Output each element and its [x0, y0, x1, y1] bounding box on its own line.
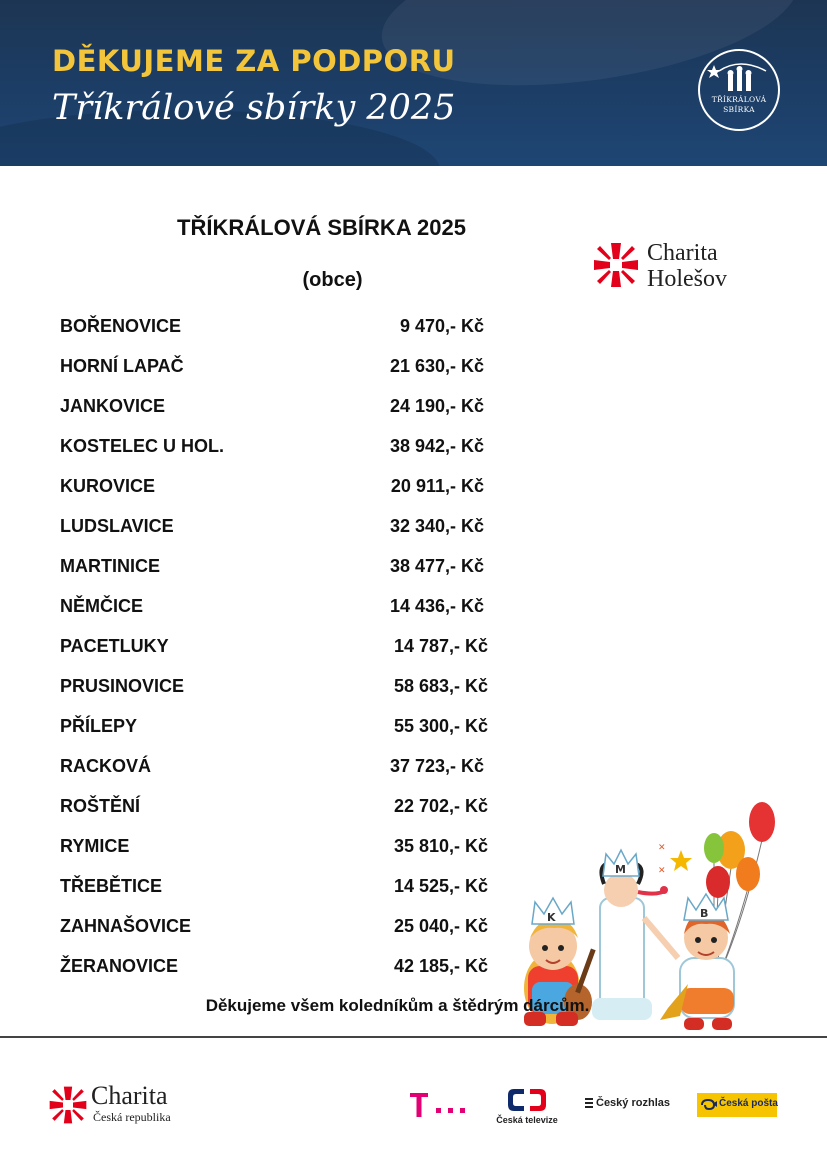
charita-name: Charita: [91, 1081, 168, 1110]
cp-label: Česká pošta: [719, 1098, 778, 1109]
amount: 32 340,- Kč: [389, 516, 484, 536]
list-item: [0, 676, 520, 702]
posthorn-icon: [700, 1098, 718, 1112]
village-name: MARTINICE: [60, 556, 160, 576]
village-name: ŽERANOVICE: [60, 956, 179, 976]
amount: 24 190,- Kč: [389, 396, 484, 416]
amount: 14 525,- Kč: [393, 876, 488, 896]
telekom-logo-icon: [406, 1090, 470, 1120]
village-name: JANKOVICE: [60, 396, 166, 416]
list-item: [0, 716, 520, 742]
list-item: [0, 756, 520, 782]
list-item: [0, 436, 520, 462]
banner-subtitle: Tříkrálové sbírky 2025: [52, 88, 456, 128]
thank-you-message: [0, 996, 827, 1016]
list-item: [0, 876, 520, 902]
village-name: TŘEBĚTICE: [60, 876, 163, 896]
charita-name: Charita: [647, 240, 718, 266]
list-item: [0, 556, 520, 582]
list-item: [0, 636, 520, 662]
village-name: ZAHNAŠOVICE: [60, 916, 192, 936]
list-item: [0, 956, 520, 982]
list-item: [0, 516, 520, 542]
village-name: PACETLUKY: [60, 636, 169, 656]
cr-label: Český rozhlas: [596, 1097, 670, 1109]
banner-title: DĚKUJEME ZA PODPORU: [52, 44, 456, 78]
village-name: ROŠTĚNÍ: [60, 796, 141, 816]
village-name: LUDSLAVICE: [60, 516, 174, 536]
amount: 37 723,- Kč: [389, 756, 484, 776]
ceska-posta-logo: [697, 1093, 777, 1117]
village-name: HORNÍ LAPAČ: [60, 356, 184, 376]
amount: 14 436,- Kč: [389, 596, 484, 616]
list-item: [0, 316, 520, 342]
amount: 9 470,- Kč: [399, 316, 484, 336]
thank-you-text: Děkujeme všem koledníkům a štědrým dárcům.: [205, 996, 590, 1015]
document-subtitle: (obce): [302, 269, 363, 291]
charita-location: Holešov: [647, 266, 727, 292]
list-item: [0, 396, 520, 422]
svg-text:✕: ✕: [658, 843, 666, 853]
svg-text:✕: ✕: [658, 866, 666, 876]
crown-letter: M: [615, 863, 626, 876]
amount: 38 477,- Kč: [389, 556, 484, 576]
amount: 38 942,- Kč: [389, 436, 484, 456]
village-name: PŘÍLEPY: [60, 716, 138, 736]
village-name: NĚMČICE: [60, 596, 144, 616]
cr-logo-icon: [584, 1097, 594, 1111]
list-item: [0, 476, 520, 502]
ceska-televize-logo: [494, 1086, 560, 1128]
list-item: [0, 836, 520, 862]
document-title: TŘÍKRÁLOVÁ SBÍRKA 2025: [177, 215, 466, 240]
crown-letter: B: [700, 907, 709, 920]
amount: 58 683,- Kč: [393, 676, 488, 696]
charita-cr-logo: [48, 1083, 218, 1127]
village-name: BOŘENOVICE: [60, 316, 182, 336]
ct-logo-icon: [494, 1086, 560, 1114]
list-item: [0, 916, 520, 942]
crown-letter: K: [547, 911, 556, 924]
trikralova-sbirka-logo: [698, 49, 780, 131]
three-kings-icon: [700, 51, 778, 129]
amount: 35 810,- Kč: [393, 836, 488, 856]
amount: 22 702,- Kč: [393, 796, 488, 816]
village-name: KOSTELEC U HOL.: [60, 436, 225, 456]
village-name: KUROVICE: [60, 476, 156, 496]
footer-divider: [0, 1036, 827, 1038]
header-banner: [0, 0, 827, 166]
village-name: PRUSINOVICE: [60, 676, 185, 696]
village-name: RYMICE: [60, 836, 130, 856]
village-name: RACKOVÁ: [60, 756, 152, 776]
list-item: [0, 596, 520, 622]
amount: 20 911,- Kč: [390, 476, 484, 496]
charita-cross-icon: [592, 241, 640, 289]
amount: 55 300,- Kč: [393, 716, 488, 736]
charita-holesov-logo: [592, 238, 752, 294]
amount: 21 630,- Kč: [389, 356, 484, 376]
list-item: [0, 796, 520, 822]
charita-country: Česká republika: [93, 1110, 171, 1124]
charita-cross-icon: [48, 1085, 88, 1125]
ct-label: Česká televize: [496, 1115, 558, 1125]
list-item: [0, 356, 520, 382]
amount: 14 787,- Kč: [393, 636, 488, 656]
logo-text: SBÍRKA: [723, 105, 755, 114]
logo-text: TŘÍKRÁLOVÁ: [711, 95, 767, 104]
amount: 42 185,- Kč: [393, 956, 488, 976]
amount: 25 040,- Kč: [393, 916, 488, 936]
